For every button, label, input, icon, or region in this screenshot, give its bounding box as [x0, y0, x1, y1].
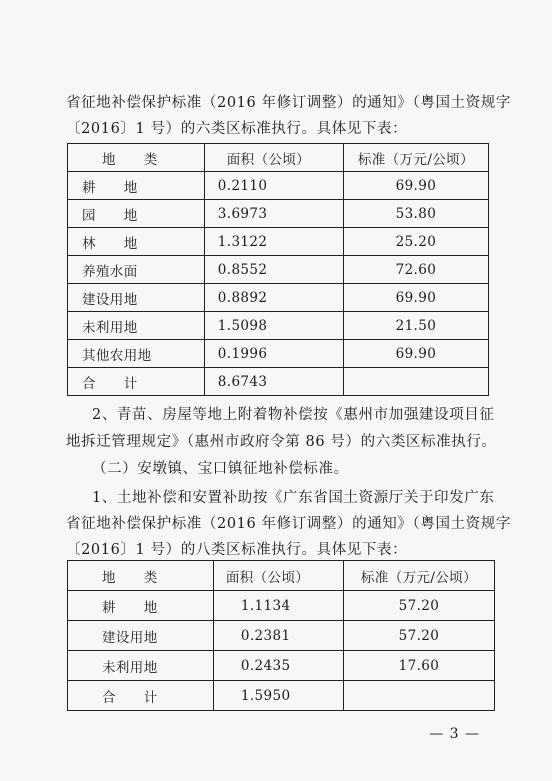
table-row — [68, 172, 489, 200]
cell-land-type: 建设用地 — [68, 284, 205, 312]
table-row — [68, 312, 489, 340]
cell-area: 1.3122 — [204, 228, 343, 256]
cell-area: 1.1134 — [213, 591, 343, 621]
para2-line-2: 地拆迁管理规定》（惠州市政府令第 86 号）的六类区标准执行。 — [66, 434, 497, 450]
section-heading: （二）安墩镇、宝口镇征地补偿标准。 — [92, 461, 349, 477]
table-row — [68, 200, 489, 228]
cell-land-type: 未利用地 — [68, 651, 214, 681]
cell-area: 0.8552 — [204, 256, 343, 284]
cell-land-type: 未利用地 — [68, 312, 205, 340]
cell-standard — [343, 681, 494, 711]
table-total-row — [68, 681, 495, 711]
cell-area: 8.6743 — [204, 368, 343, 396]
land-compensation-table-eight-class — [67, 560, 495, 711]
land-compensation-table-six-class — [67, 143, 489, 396]
table-row — [68, 340, 489, 368]
table-header-row — [68, 561, 495, 591]
para3-line-1: 1、土地补偿和安置补助按《广东省国土资源厅关于印发广东 — [92, 490, 495, 506]
cell-standard: 69.90 — [343, 172, 488, 200]
cell-standard — [343, 368, 488, 396]
cell-standard: 53.80 — [343, 200, 488, 228]
cell-land-type: 园 地 — [68, 200, 205, 228]
table-header-row — [68, 144, 489, 172]
cell-standard: 69.90 — [343, 284, 488, 312]
cell-area: 0.2381 — [213, 621, 343, 651]
table-row — [68, 621, 495, 651]
table-total-row — [68, 368, 489, 396]
cell-standard: 21.50 — [343, 312, 488, 340]
cell-land-type: 建设用地 — [68, 621, 214, 651]
table-row — [68, 591, 495, 621]
cell-area: 1.5950 — [213, 681, 343, 711]
cell-area: 0.2110 — [204, 172, 343, 200]
header-land-type: 地 类 — [68, 144, 205, 172]
cell-area: 1.5098 — [204, 312, 343, 340]
table-row — [68, 228, 489, 256]
header-area: 面积（公顷） — [204, 144, 343, 172]
cell-land-type: 其他农用地 — [68, 340, 205, 368]
para2-line-1: 2、青苗、房屋等地上附着物补偿按《惠州市加强建设项目征 — [92, 407, 495, 423]
cell-standard: 69.90 — [343, 340, 488, 368]
cell-standard: 57.20 — [343, 591, 494, 621]
header-standard: 标准（万元/公顷） — [343, 561, 494, 591]
cell-area: 0.1996 — [204, 340, 343, 368]
page-number: — 3 — — [429, 726, 480, 742]
header-area: 面积（公顷） — [213, 561, 343, 591]
table-row — [68, 284, 489, 312]
table-row — [68, 256, 489, 284]
cell-land-type: 养殖水面 — [68, 256, 205, 284]
cell-land-type: 林 地 — [68, 228, 205, 256]
para3-line-2: 省征地补偿保护标准（2016 年修订调整）的通知》（粤国土资规字 — [66, 516, 511, 532]
intro-line-1: 省征地补偿保护标准（2016 年修订调整）的通知》（粤国土资规字 — [66, 95, 511, 111]
cell-land-type: 耕 地 — [68, 172, 205, 200]
cell-area: 0.2435 — [213, 651, 343, 681]
cell-standard: 57.20 — [343, 621, 494, 651]
cell-land-type: 耕 地 — [68, 591, 214, 621]
header-standard: 标准（万元/公顷） — [343, 144, 488, 172]
header-land-type: 地 类 — [68, 561, 214, 591]
cell-standard: 17.60 — [343, 651, 494, 681]
cell-area: 3.6973 — [204, 200, 343, 228]
cell-standard: 72.60 — [343, 256, 488, 284]
cell-area: 0.8892 — [204, 284, 343, 312]
cell-land-type: 合 计 — [68, 681, 214, 711]
para3-line-3: 〔2016〕1 号）的八类区标准执行。具体见下表： — [66, 542, 408, 558]
cell-standard: 25.20 — [343, 228, 488, 256]
intro-line-2: 〔2016〕1 号）的六类区标准执行。具体见下表： — [66, 121, 408, 137]
table-row — [68, 651, 495, 681]
cell-land-type: 合 计 — [68, 368, 205, 396]
